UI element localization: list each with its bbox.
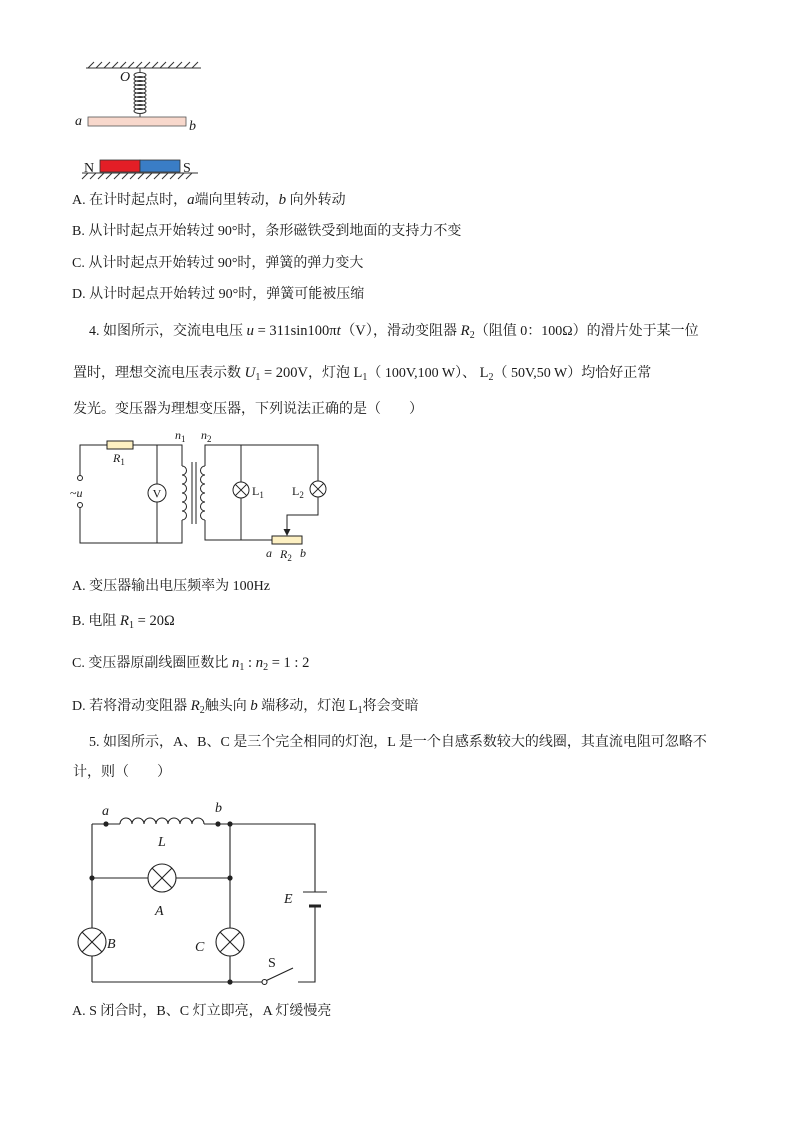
q4-option-b — [72, 611, 175, 631]
node-b-label: b — [215, 801, 222, 816]
math-text: （V） — [340, 323, 374, 339]
text-run: A. 在计时起点时， — [72, 193, 188, 208]
math-variable: a — [187, 192, 195, 208]
n1-label: $n_1$ — [175, 428, 186, 444]
subscript: 1 — [129, 620, 135, 631]
text-run: C. 从计时起点开始转过 90°时，弹簧的弹力变大 — [72, 256, 364, 271]
ground — [82, 173, 198, 179]
node-a-label: a — [102, 804, 109, 819]
math-text: L — [348, 698, 358, 714]
math-variable: b — [278, 192, 287, 208]
math-variable: n — [255, 655, 264, 671]
q4-stem-line-2 — [73, 363, 651, 383]
transformer-circuit — [70, 428, 326, 563]
text-run: D. 从计时起点开始转过 90°时，弹簧可能被压缩 — [72, 287, 365, 302]
battery-e-label: E — [284, 892, 293, 907]
magnet-south-half — [140, 160, 180, 172]
subscript: 1 — [357, 705, 363, 716]
primary-wires — [80, 445, 182, 543]
text-run: 置时，理想交流电压表示数 — [73, 366, 245, 381]
l2-label: $L_2$ — [292, 484, 304, 500]
r2-label: $R_2$ — [280, 547, 292, 563]
subscript: 1 — [362, 372, 368, 383]
math-text: = 200V — [260, 365, 308, 381]
subscript: 2 — [469, 330, 475, 341]
text-run: A. 变压器输出电压频率为 100Hz — [72, 579, 270, 594]
slider-arrow-icon — [284, 529, 291, 536]
transformer-core — [192, 462, 196, 524]
math-text: = 20Ω — [134, 613, 175, 629]
lamp-c — [216, 928, 244, 956]
text-run: （ 100V,100 W）、 — [367, 366, 480, 381]
text-run: 触头向 — [204, 699, 251, 714]
subscript: 2 — [488, 372, 494, 383]
subscript: 1 — [255, 372, 261, 383]
q3-option-c — [72, 254, 363, 274]
q5-stem-line-2 — [73, 763, 171, 783]
q5-option-a — [72, 1002, 331, 1022]
text-run: 端向里转动， — [194, 193, 279, 208]
spring-magnet-figure — [75, 62, 201, 179]
q3-option-d — [72, 285, 364, 305]
text-run: 向外转动 — [286, 193, 346, 208]
math-text: L — [353, 365, 363, 381]
text-run: 4. 如图所示，交流电电压 — [89, 324, 247, 339]
q3-option-b — [72, 222, 461, 242]
math-variable: R — [119, 613, 130, 629]
bar-end-a-label: a — [75, 114, 82, 129]
q4-stem-line-1 — [89, 321, 699, 341]
n2-label: $n_2$ — [201, 428, 212, 444]
spring — [134, 68, 146, 117]
math-variable: R — [460, 323, 470, 339]
primary-coil — [182, 466, 187, 520]
suspended-bar — [88, 117, 186, 126]
lamp-a — [148, 864, 176, 892]
ceiling — [86, 62, 201, 68]
math-variable: R — [190, 698, 200, 714]
subscript: 2 — [199, 705, 205, 716]
rheostat-r2 — [272, 536, 302, 544]
bar-end-b-label: b — [189, 119, 196, 134]
self-inductance-circuit — [78, 801, 327, 985]
math-variable: n — [231, 655, 240, 671]
lamp-b — [78, 928, 106, 956]
subscript: 1 — [239, 662, 245, 673]
text-run: 发光。变压器为理想变压器，下列说法正确的是（ ） — [73, 402, 423, 417]
math-text: = 311sin100π — [254, 323, 337, 339]
magnet-s-pole-label: S — [183, 161, 191, 176]
source-label: ~u — [70, 486, 83, 500]
battery — [303, 892, 327, 906]
q4-option-a — [72, 577, 270, 597]
lamp-a-label: A — [155, 904, 164, 919]
r2-end-b-label: b — [300, 546, 306, 560]
math-variable: b — [250, 698, 258, 714]
secondary-coil — [201, 466, 206, 520]
lamp-c-label: C — [195, 940, 205, 955]
pivot-o-label: O — [120, 70, 131, 85]
text-run: ，滑动变阻器 — [373, 324, 461, 339]
lamp-b-label: B — [107, 937, 116, 952]
text-run: 计，则（ ） — [73, 765, 171, 780]
lamp-l2 — [310, 481, 326, 497]
text-run: D. 若将滑动变阻器 — [72, 699, 191, 714]
inductor-coil — [120, 818, 204, 824]
coil-l-label: L — [158, 835, 166, 850]
text-run: ，灯泡 — [308, 366, 354, 381]
math-variable: u — [246, 323, 254, 339]
text-run: 端移动，灯泡 — [257, 699, 349, 714]
r1-label: $R_1$ — [113, 451, 125, 467]
q5-stem-line-1 — [89, 733, 707, 753]
voltmeter-label: V — [152, 486, 162, 501]
text-run: B. 电阻 — [72, 614, 120, 629]
math-variable: t — [336, 323, 341, 339]
math-variable: U — [244, 365, 256, 381]
magnet-n-pole-label: N — [84, 161, 95, 176]
text-run: 将会变暗 — [362, 699, 419, 714]
source-terminal-bottom — [78, 503, 83, 508]
resistor-r1 — [107, 441, 133, 449]
math-text: = 1 : 2 — [268, 655, 310, 671]
magnet-north-half — [100, 160, 140, 172]
circuit3-wires — [92, 824, 315, 982]
switch — [262, 968, 293, 985]
text-run: （ 50V,50 W）均恰好正常 — [493, 366, 652, 381]
source-terminal-top — [78, 476, 83, 481]
q4-option-c — [72, 653, 309, 673]
math-text: : — [244, 655, 256, 671]
subscript: 2 — [263, 662, 269, 673]
math-text: L — [479, 365, 489, 381]
q3-option-a — [72, 190, 346, 210]
r2-end-a-label: a — [266, 546, 272, 560]
lamp-l1 — [233, 482, 249, 498]
text-run: C. 变压器原副线圈匝数比 — [72, 656, 232, 671]
l1-label: $L_1$ — [252, 484, 264, 500]
text-run: A. S 闭合时，B、C 灯立即亮，A 灯缓慢亮 — [72, 1004, 332, 1019]
switch-s-label: S — [268, 956, 276, 971]
text-run: （阻值 0：100Ω）的滑片处于某一位 — [474, 324, 699, 339]
text-run: B. 从计时起点开始转过 90°时，条形磁铁受到地面的支持力不变 — [72, 224, 462, 239]
q4-option-d — [72, 696, 419, 716]
text-run: 5. 如图所示，A、B、C 是三个完全相同的灯泡，L 是一个自感系数较大的线圈，其直流电阻可忽略不 — [89, 735, 707, 750]
slider-wire — [287, 497, 318, 530]
q4-stem-line-3 — [73, 400, 423, 420]
